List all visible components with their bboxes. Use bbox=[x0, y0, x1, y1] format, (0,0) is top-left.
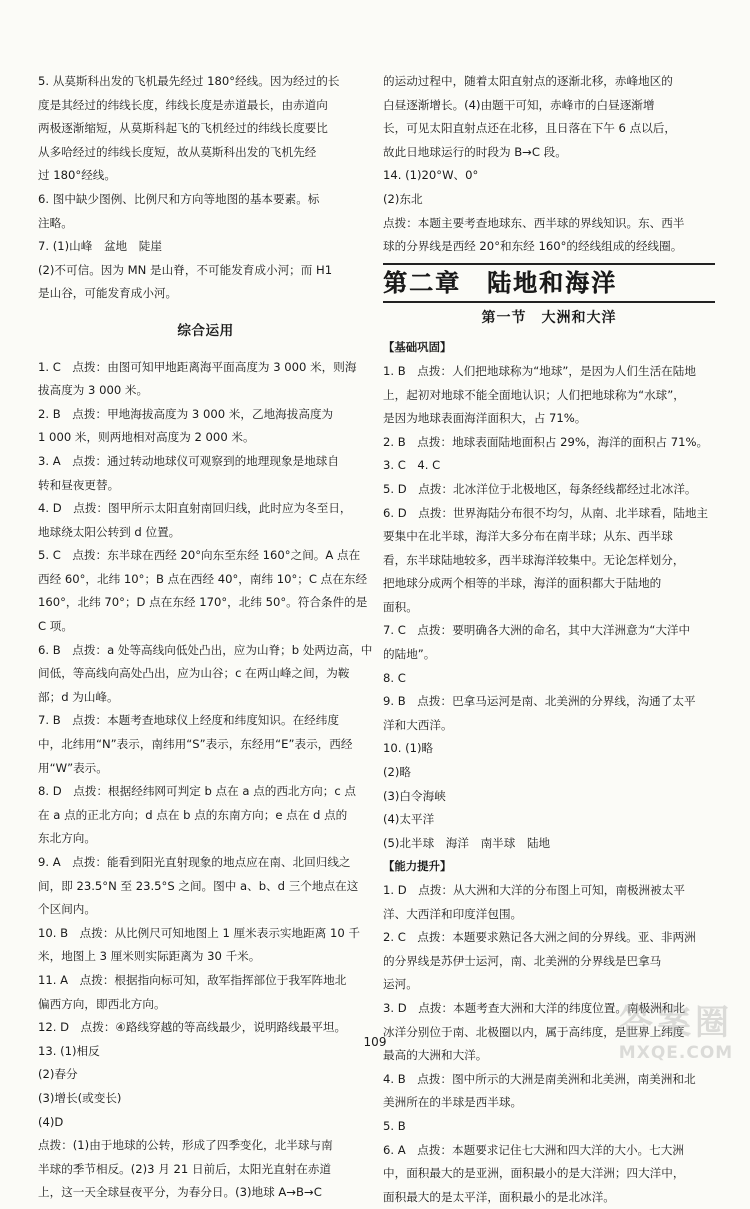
list-item: 10. (1)略 (2)略 (3)白令海峡 (4)太平洋 (5)北半球 海洋 南半球 陆地 bbox=[383, 741, 551, 850]
list-item: 1. B 点拨：人们把地球称为“地球”，是因为人们生活在陆地 上，起初对地球不能全面地认识；人们把地球称为“水球”， 是因为地球表面海洋面积大，占 71%。 bbox=[383, 363, 696, 426]
list-item: 11. A 点拨：根据指向标可知，敌军指挥部位于我军阵地北 偏西方向，即西北方向。 bbox=[38, 972, 347, 1011]
continued-text: 的运动过程中，随着太阳直射点的逐渐北移，赤峰地区的 白昼逐渐增长。(4)由题干可知，赤峰市的白昼逐渐增 长，可见太阳直射点还在北移，且日落在下午 6 点以后， 故此日地球运行的时段为 B→C 段。 bbox=[383, 74, 676, 159]
list-item: 3. D 点拨：本题考查大洲和大洋的纬度位置。南极洲和北 冰洋分别位于南、北极圈以内，属于高纬度，是世界上纬度 最高的大洲和大洋。 bbox=[383, 1000, 685, 1063]
list-item: 2. B 点拨：地球表面陆地面积占 29%，海洋的面积占 71%。 bbox=[383, 434, 709, 449]
list-item: 1. C 点拨：由图可知甲地距离海平面高度为 3 000 米，则海 拔高度为 3 000 米。 bbox=[38, 359, 357, 398]
watermark-logo: 答案圈 bbox=[619, 1003, 733, 1043]
section-heading: 第一节 大洲和大洋 bbox=[481, 309, 617, 326]
list-item: 8. D 点拨：根据经纬网可判定 b 点在 a 点的西北方向；c 点 在 a 点的正北方向；d 点在 b 点的东南方向；e 点在 d 点的 东北方向。 bbox=[38, 784, 357, 846]
chapter-title: 第二章 陆地和海洋 bbox=[383, 263, 715, 303]
list-item: 13. (1)相反 (2)春分 (3)增长(或变长) (4)D bbox=[38, 1043, 122, 1129]
watermark-url: MXQE.COM bbox=[618, 1043, 734, 1063]
list-item: 7. B 点拨：本题考查地球仪上经度和纬度知识。在经纬度 中，北纬用“N”表示，南纬用“S”表示，东经用“E”表示，西经 用“W”表示。 bbox=[38, 713, 353, 775]
list-item: 5. 从莫斯科出发的飞机最先经过 180°经线。因为经过的长 度是其经过的纬线长度，纬线长度是赤道最长，由赤道向 两极逐渐缩短，从莫斯科起飞的飞机经过的纬线长度要比 从多哈经过的纬线长度短，故从莫斯科出发的飞机先经 过 180°经线。 bbox=[38, 74, 340, 183]
list-item: 5. D 点拨：北冰洋位于北极地区，每条经线都经过北冰洋。 bbox=[383, 481, 697, 496]
list-item: 14. (1)20°W、0° (2)东北 点拨：本题主要考查地球东、西半球的界线知识。东、西半 球的分界线是西经 20°和东经 160°的经线组成的经线圈。 bbox=[383, 168, 685, 254]
list-item: 6. A 点拨：本题要求记住七大洲和四大洋的大小。七大洲 中，面积最大的是亚洲，面积最小的是大洋洲；四大洋中， 面积最大的是太平洋，面积最小的是北冰洋。 bbox=[383, 1142, 685, 1204]
list-item: 4. D 点拨：图甲所示太阳直射南回归线，此时应为冬至日， 地球绕太阳公转到 d 位置。 bbox=[38, 501, 352, 539]
list-item: 2. B 点拨：甲地海拔高度为 3 000 米，乙地海拔高度为 1 000 米，则两地相对高度为 2 000 米。 bbox=[38, 406, 334, 445]
list-item: 6. 图中缺少图例、比例尺和方向等地图的基本要素。标 注略。 bbox=[38, 191, 320, 230]
list-item: 12. D 点拨：④路线穿越的等高线最少，说明路线最平坦。 bbox=[38, 1020, 347, 1035]
list-item: 7. (1)山峰 盆地 陡崖 (2)不可信。因为 MN 是山脊，不可能发育成小河；而 H1 是山谷，可能发育成小河。 bbox=[38, 239, 333, 301]
list-item: 4. B 点拨：图中所示的大洲是南美洲和北美洲，南美洲和北 美洲所在的半球是西半球。 bbox=[383, 1071, 696, 1110]
list-item: 8. C bbox=[383, 670, 406, 685]
list-item: 6. D 点拨：世界海陆分布很不均匀，从南、北半球看，陆地主 要集中在北半球，海洋大多分布在南半球；从东、西半球 看，东半球陆地较多，西半球海洋较集中。无论怎样划分， 把地球分成两个相等的半球，海洋的面积都大于陆地的 面积。 bbox=[383, 505, 709, 614]
watermark bbox=[610, 1003, 742, 1071]
list-item: 5. C 点拨：东半球在西经 20°向东至东经 160°之间。A 点在 西经 60°，北纬 10°；B 点在西经 40°，南纬 10°；C 点在东经 160°，北纬 70°；D 点在东经 170°，北纬 50°。符合条件的是 C 项。 bbox=[38, 548, 368, 634]
list-item: 10. B 点拨：从比例尺可知地图上 1 厘米表示实地距离 10 千 米，地图上 3 厘米则实际距离为 30 千米。 bbox=[38, 925, 361, 964]
list-item: 5. B bbox=[383, 1118, 406, 1133]
page-number: 109 bbox=[363, 1035, 387, 1049]
section-title-comprehensive: 综合运用 bbox=[177, 322, 234, 339]
ability-label: 【能力提升】 bbox=[383, 859, 452, 874]
list-item: 点拨：(1)由于地球的公转，形成了四季变化，北半球与南 半球的季节相反。(2)3 月 21 日前后，太阳光直射在赤道 上，这一天全球昼夜平分，为春分日。(3)地球 A→B→C bbox=[38, 1138, 333, 1200]
basic-label: 【基础巩固】 bbox=[383, 340, 452, 355]
list-item: 3. A 点拨：通过转动地球仪可观察到的地理现象是地球自 转和昼夜更替。 bbox=[38, 453, 339, 492]
list-item: 9. B 点拨：巴拿马运河是南、北美洲的分界线，沟通了太平 洋和大西洋。 bbox=[383, 694, 696, 732]
list-item: 7. C 点拨：要明确各大洲的命名，其中大洋洲意为“大洋中 的陆地”。 bbox=[383, 623, 691, 662]
list-item: 9. A 点拨：能看到阳光直射现象的地点应在南、北回归线之 间，即 23.5°N 至 23.5°S 之间。图中 a、b、d 三个地点在这 个区间内。 bbox=[38, 855, 359, 917]
list-item: 6. B 点拨：a 处等高线向低处凸出，应为山脊；b 处两边高，中 间低，等高线向高处凸出，应为山谷；c 在两山峰之间，为鞍 部；d 为山峰。 bbox=[38, 642, 373, 704]
list-item: 1. D 点拨：从大洲和大洋的分布图上可知，南极洲被太平 洋、大西洋和印度洋包围。 bbox=[383, 883, 685, 921]
list-item: 2. C 点拨：本题要求熟记各大洲之间的分界线。亚、非两洲 的分界线是苏伊士运河，南、北美洲的分界线是巴拿马 运河。 bbox=[383, 930, 696, 992]
list-item: 3. C 4. C bbox=[383, 458, 441, 473]
